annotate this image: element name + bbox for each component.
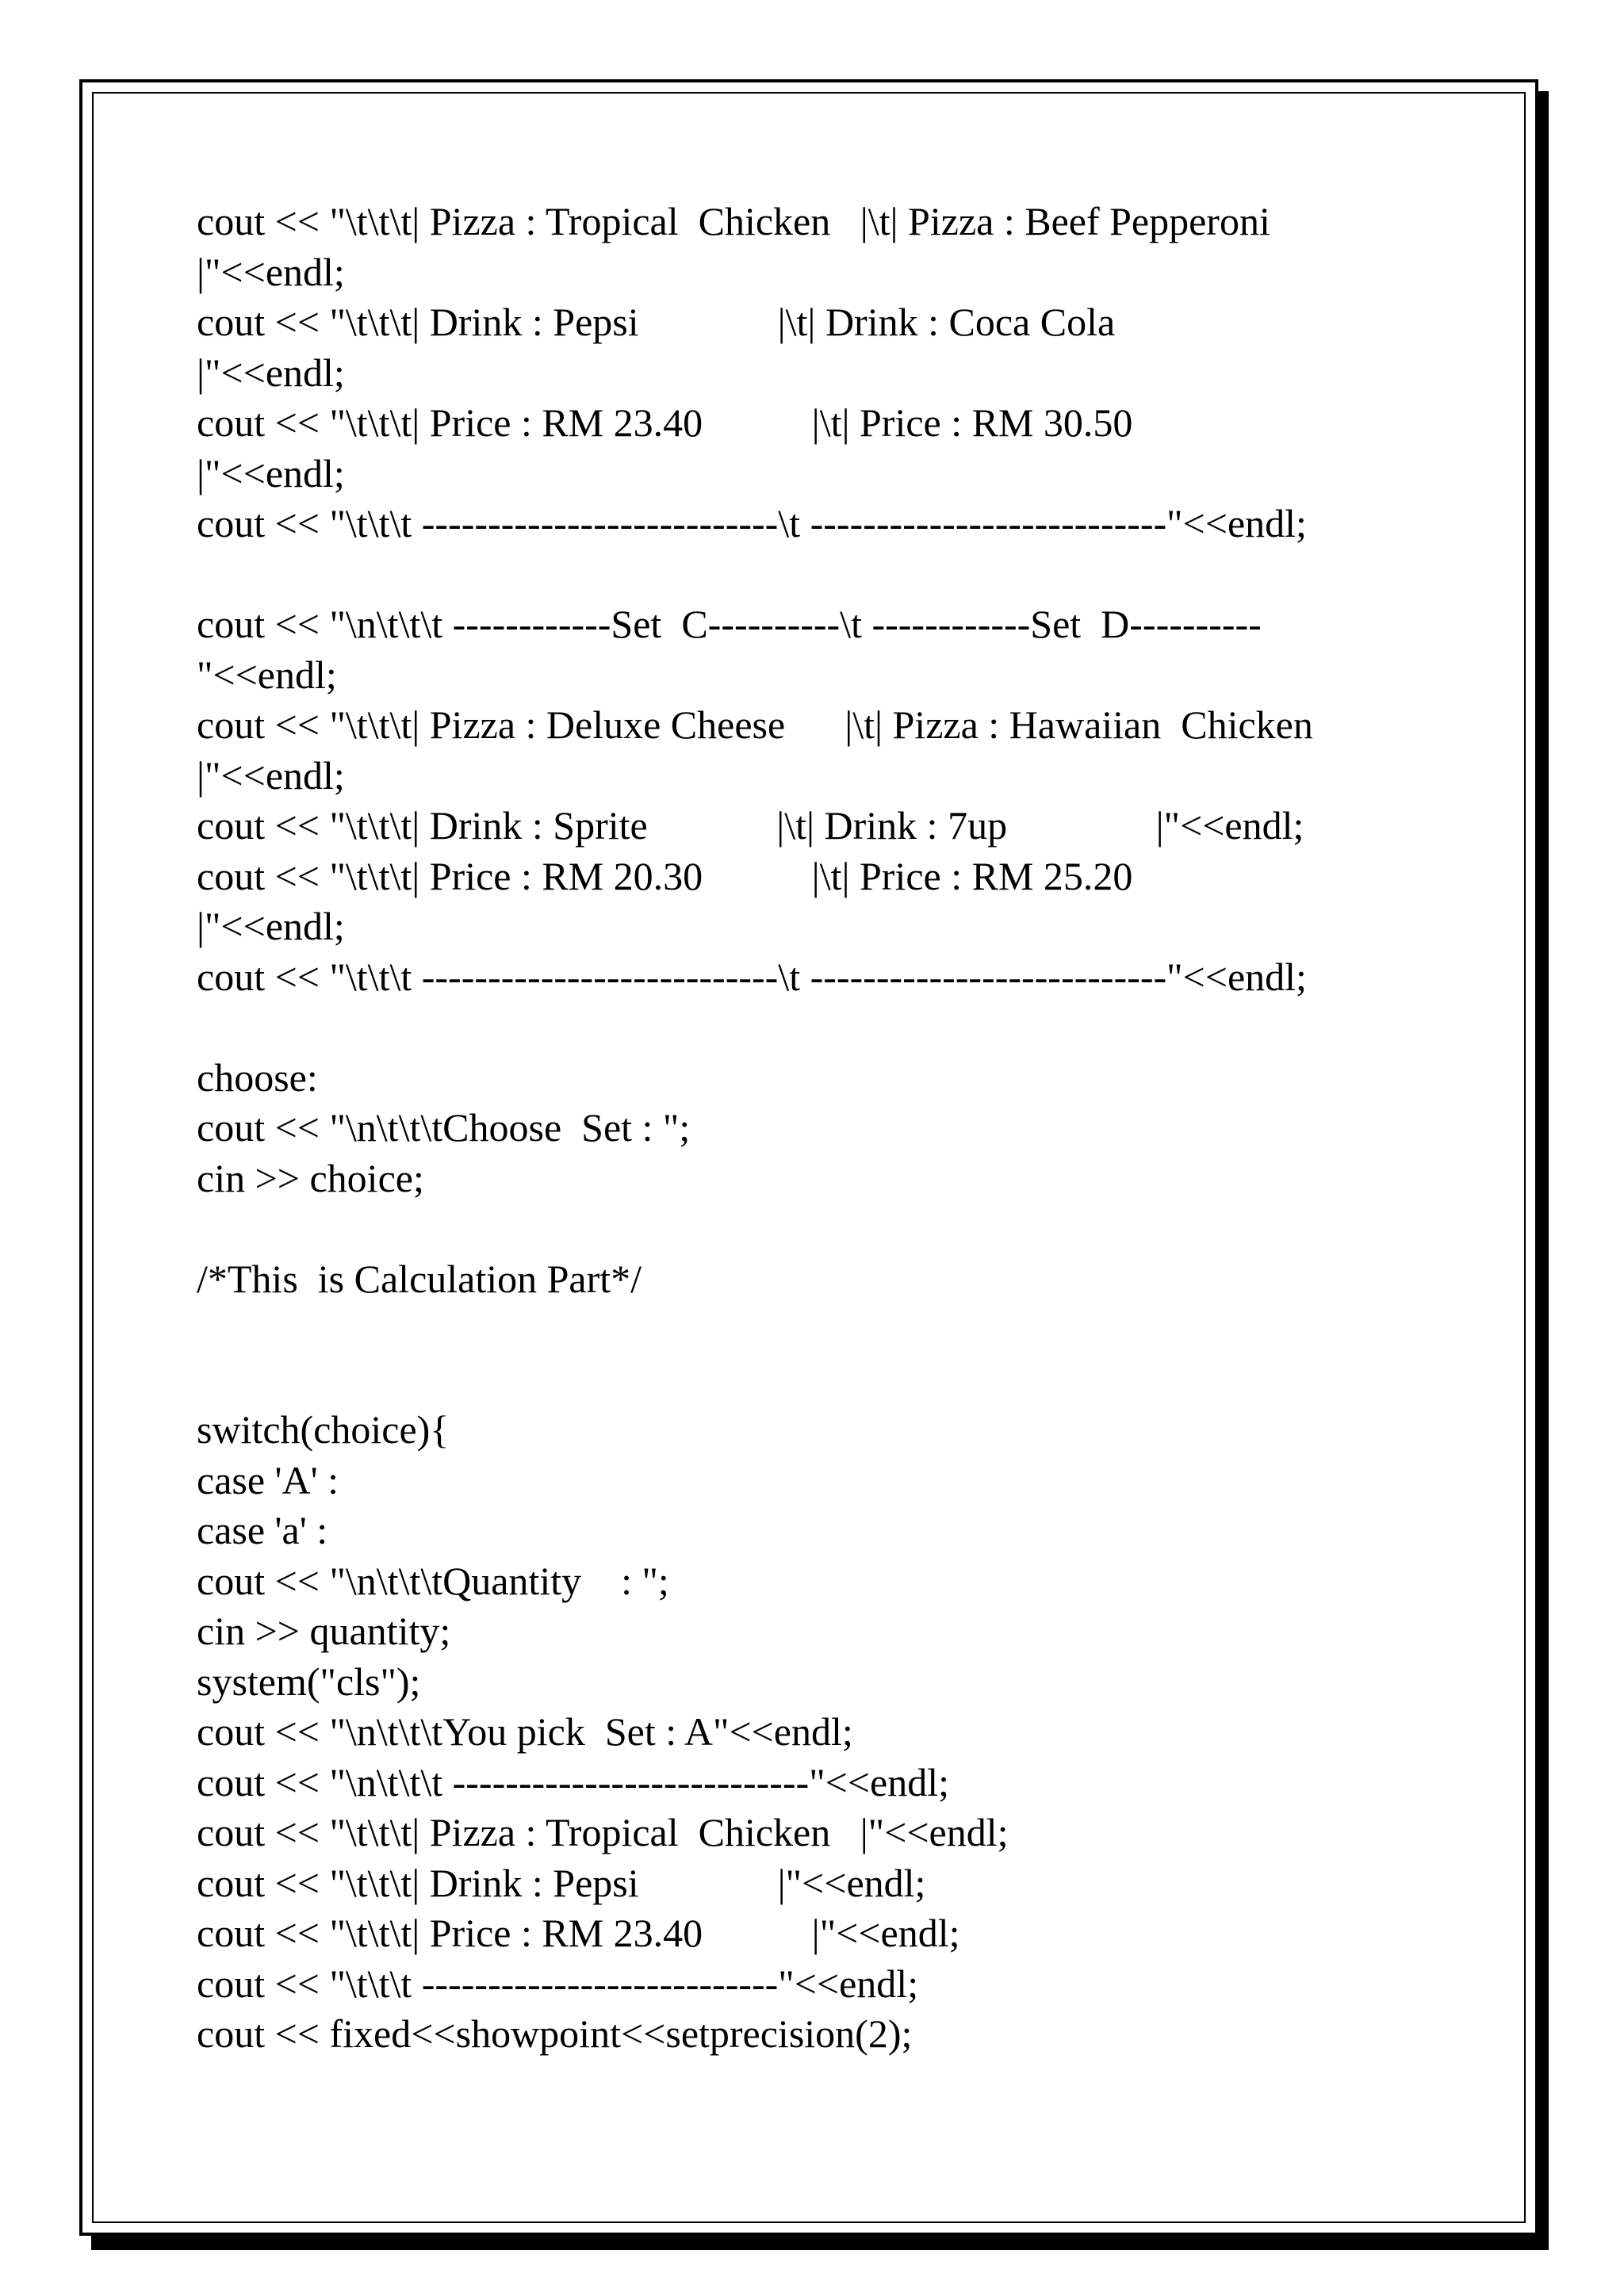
code-line: cout << "\t\t\t| Drink : Pepsi |"<<endl;	[197, 1860, 926, 1905]
code-line: cout << "\t\t\t ---------------------------\t ---------------------------"<<endl;	[197, 501, 1307, 545]
code-line: cout << "\n\t\t\tYou pick Set : A"<<endl;	[197, 1709, 853, 1754]
code-line: choose:	[197, 1054, 318, 1100]
blank-line	[197, 549, 1497, 600]
code-block-choose	[197, 1053, 1497, 1204]
code-line: cout << "\n\t\t\tQuantity : ";	[197, 1558, 669, 1603]
code-line: cout << "\t\t\t| Drink : Sprite |\t| Drink : 7up |"<<endl;	[197, 803, 1304, 848]
code-listing	[197, 197, 1497, 2060]
code-line: cout << "\t\t\t| Pizza : Deluxe Cheese |\t| Pizza : Hawaiian Chicken	[197, 702, 1313, 747]
code-line: |"<<endl;	[197, 350, 345, 395]
code-line: |"<<endl;	[197, 752, 345, 798]
blank-line	[197, 1203, 1497, 1254]
code-comment: /*This is Calculation Part*/	[197, 1256, 642, 1301]
code-line: cin >> quantity;	[197, 1609, 451, 1653]
code-line: cout << "\t\t\t ---------------------------\t ---------------------------"<<endl;	[197, 954, 1307, 999]
code-line: cout << "\t\t\t ---------------------------"<<endl;	[197, 1961, 919, 2006]
code-line: |"<<endl;	[197, 450, 345, 496]
code-line: cout << "\n\t\t\tChoose Set : ";	[197, 1105, 691, 1150]
code-line: cin >> choice;	[197, 1155, 424, 1200]
code-line: system("cls");	[197, 1659, 421, 1704]
code-line: switch(choice){	[197, 1407, 450, 1452]
blank-lines	[197, 1304, 1497, 1405]
code-line: cout << "\t\t\t| Pizza : Tropical Chicken |"<<endl;	[197, 1810, 1009, 1854]
code-block-set-c-d	[197, 599, 1497, 1002]
code-line: cout << "\t\t\t| Drink : Pepsi |\t| Drink : Coca Cola	[197, 300, 1116, 344]
code-line: cout << fixed<<showpoint<<setprecision(2);	[197, 2011, 913, 2056]
code-line: cout << "\t\t\t| Price : RM 23.40 |"<<endl;	[197, 1911, 960, 1955]
code-line: cout << "\t\t\t| Price : RM 23.40 |\t| Price : RM 30.50	[197, 400, 1133, 445]
code-line: cout << "\n\t\t\t ---------------------------"<<endl;	[197, 1759, 949, 1804]
code-block-set-a-b	[197, 197, 1497, 549]
code-line: cout << "\t\t\t| Price : RM 20.30 |\t| Price : RM 25.20	[197, 853, 1133, 898]
code-block-switch	[197, 1405, 1497, 2060]
code-line: case 'A' :	[197, 1457, 339, 1502]
code-line: "<<endl;	[197, 652, 337, 697]
code-line: case 'a' :	[197, 1508, 328, 1552]
code-line: cout << "\n\t\t\t ------------Set C----------\t ------------Set D----------	[197, 602, 1262, 646]
code-line: |"<<endl;	[197, 904, 345, 948]
code-line: cout << "\t\t\t| Pizza : Tropical Chicken |\t| Pizza : Beef Pepperoni	[197, 199, 1270, 243]
blank-line	[197, 1002, 1497, 1053]
code-line: |"<<endl;	[197, 249, 345, 294]
